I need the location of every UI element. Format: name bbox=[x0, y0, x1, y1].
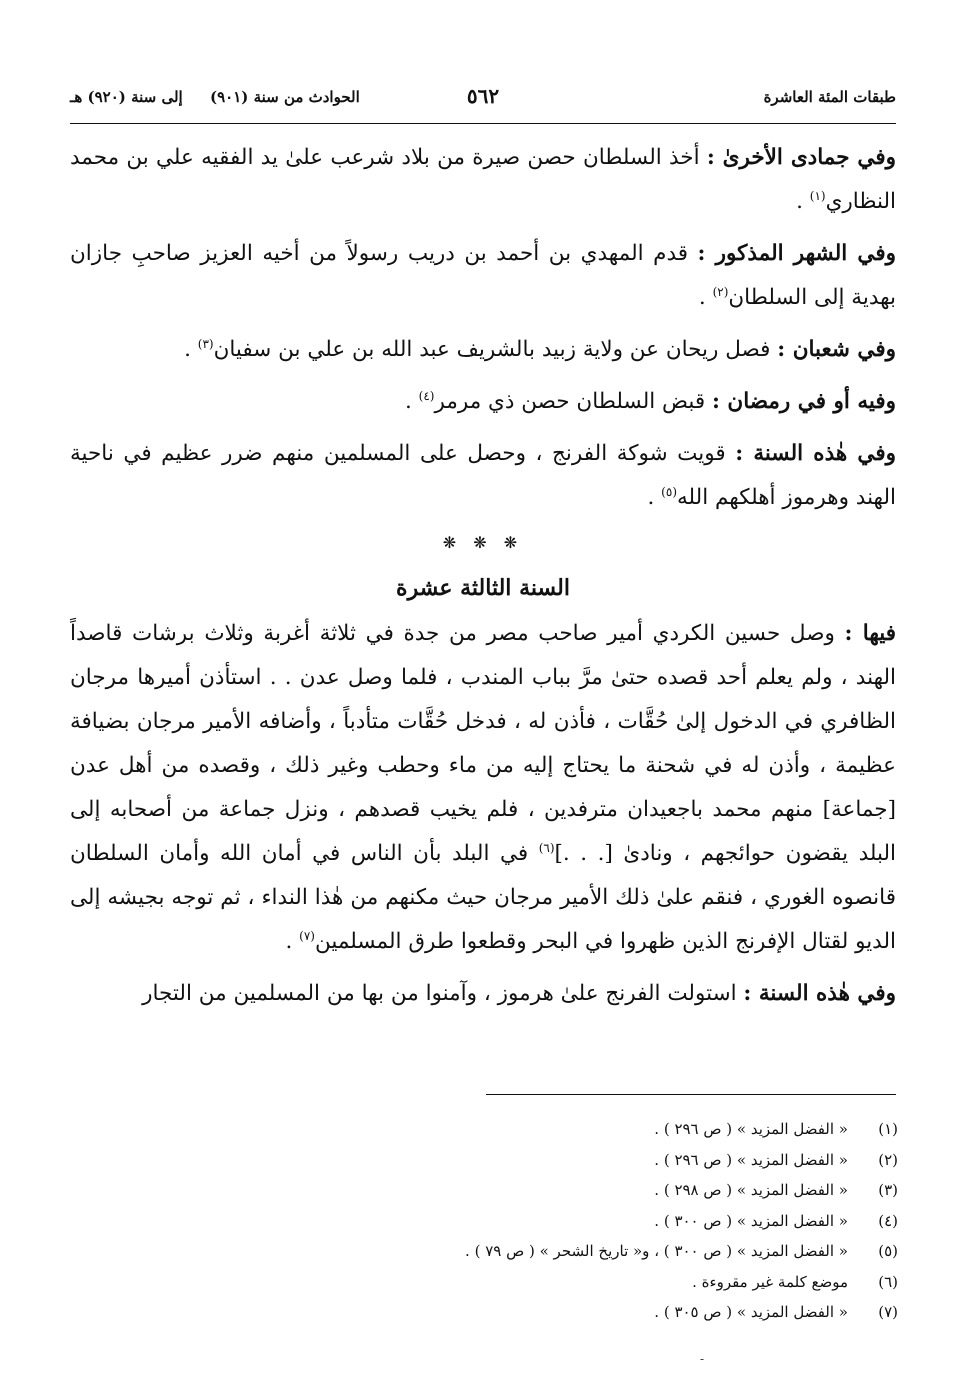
footnote-text: « الفضل المزيد » ( ص ٣٠٠ ) . bbox=[654, 1211, 848, 1230]
paragraph-text: فصل ريحان عن ولاية زبيد بالشريف عبد الله بن علي بن سفيان bbox=[213, 337, 778, 362]
footnote-text: « الفضل المزيد » ( ص ٣٠٠ ) ، و« تاريخ الشحر » ( ص ٧٩ ) . bbox=[465, 1242, 848, 1260]
paragraph-end: . bbox=[285, 929, 300, 954]
footnote bbox=[58, 1267, 898, 1298]
footnote-number: (٤) bbox=[878, 1211, 898, 1230]
paragraph bbox=[70, 136, 896, 224]
footnote-number: (٦) bbox=[878, 1272, 898, 1291]
paragraph-end: . bbox=[404, 389, 419, 414]
paragraph bbox=[70, 328, 896, 372]
footnote-ref: (٦) bbox=[538, 840, 555, 855]
paragraph-label: وفيه أو في رمضان : bbox=[712, 389, 896, 414]
book-title: طبقات المئة العاشرة bbox=[763, 88, 896, 106]
footnote-text: « الفضل المزيد » ( ص ٣٠٥ ) . bbox=[654, 1303, 848, 1321]
footnote bbox=[58, 1175, 898, 1206]
footnote bbox=[58, 1206, 898, 1237]
paragraph-label: وفي هٰذه السنة : bbox=[735, 441, 896, 466]
paragraph-text: قبض السلطان حصن ذي مرمر bbox=[434, 389, 712, 414]
footnote-number: (١) bbox=[878, 1120, 898, 1138]
footnote-text: موضع كلمة غير مقروءة . bbox=[692, 1272, 848, 1291]
page-number: ٥٦٢ bbox=[466, 84, 500, 108]
paragraph-label: وفي هٰذه السنة : bbox=[743, 981, 896, 1006]
footnote-ref: (٣) bbox=[197, 336, 214, 351]
footnote bbox=[58, 1297, 898, 1328]
section-separator: ❋ ❋ ❋ bbox=[442, 533, 524, 552]
footnotes bbox=[58, 1114, 898, 1328]
main-text bbox=[70, 136, 896, 1024]
paragraph-end: . bbox=[698, 285, 713, 310]
footnote bbox=[58, 1145, 898, 1176]
paragraph-text: استولت الفرنج علىٰ هرموز ، وآمنوا من بها من المسلمين من التجار bbox=[142, 981, 744, 1006]
paragraph-label: فيها : bbox=[844, 621, 896, 646]
footnote-text: « الفضل المزيد » ( ص ٢٩٨ ) . bbox=[654, 1181, 848, 1199]
paragraph-text: قويت شوكة الفرنج ، وحصل على المسلمين منهم ضرر عظيم في ناحية الهند وهرموز أهلكهم الله bbox=[70, 441, 896, 510]
paragraph-text: وصل حسين الكردي أمير صاحب مصر من جدة في ثلاثة أغربة وثلاث برشات قاصداً الهند ، ولم يعلم أحد قصده حتىٰ مرَّ بباب المندب ، فلما وصل عدن . . استأذن أميرها مرجان الظافري في الدخول إلىٰ حُقَّات ، فأذن له ، فدخل حُقَّات متأدباً ، وأضافه الأمير مرجان بضيافة عظيمة ، وأذن له في شحنة ما يحتاج إليه من ماء وحطب وغير ذلك ، وقصده من أهل عدن [جماعة] منهم محمد باجعيدان مترفدين ، فلم يخيب قصدهم ، ونزل جماعة من أصحابه إلى البلد يقضون حوائجهم ، ونادىٰ [. . .] bbox=[70, 621, 896, 866]
paragraph-label: وفي شعبان : bbox=[777, 337, 896, 362]
footnote-text: « الفضل المزيد » ( ص ٢٩٦ ) . bbox=[654, 1150, 848, 1169]
section-title: السنة الثالثة عشرة bbox=[396, 575, 570, 601]
page-mark: - bbox=[700, 1352, 705, 1366]
footnote-number: (٥) bbox=[878, 1242, 898, 1260]
footnote-ref: (١) bbox=[809, 188, 826, 203]
paragraph bbox=[70, 432, 896, 520]
footnote-rule bbox=[486, 1094, 896, 1095]
paragraph-text: قدم المهدي بن أحمد بن دريب رسولاً من أخيه العزيز صاحبِ جازان بهدية إلى السلطان bbox=[70, 241, 896, 310]
header-rule bbox=[70, 123, 896, 124]
paragraph-end: . bbox=[796, 189, 810, 214]
footnote-ref: (٤) bbox=[418, 388, 435, 403]
footnote-number: (٧) bbox=[878, 1303, 898, 1321]
footnote-ref: (٢) bbox=[712, 284, 729, 299]
paragraph-end: . bbox=[647, 485, 662, 510]
footnote bbox=[58, 1114, 898, 1145]
footnote-text: « الفضل المزيد » ( ص ٢٩٦ ) . bbox=[654, 1120, 848, 1138]
footnote-ref: (٧) bbox=[299, 928, 315, 943]
paragraph bbox=[70, 612, 896, 964]
events-range-end: إلى سنة (٩٢٠) هـ bbox=[70, 88, 183, 106]
paragraph-text: أخذ السلطان حصن صيرة من بلاد شرعب علىٰ يد الفقيه علي بن محمد النظاري bbox=[70, 145, 896, 214]
running-header bbox=[70, 84, 896, 114]
paragraph bbox=[70, 380, 896, 424]
events-range-start: الحوادث من سنة (٩٠١) bbox=[210, 88, 360, 106]
footnote-number: (٢) bbox=[878, 1150, 898, 1169]
paragraph-label: وفي جمادى الأخرىٰ : bbox=[706, 145, 896, 170]
footnote bbox=[58, 1236, 898, 1267]
paragraph-label: وفي الشهر المذكور : bbox=[697, 241, 896, 266]
footnote-number: (٣) bbox=[878, 1181, 898, 1199]
paragraph bbox=[70, 972, 896, 1016]
paragraph bbox=[70, 232, 896, 320]
paragraph-end: . bbox=[184, 337, 198, 362]
footnote-ref: (٥) bbox=[661, 484, 677, 499]
paragraph-text: في البلد بأن الناس في أمان الله وأمان السلطان قانصوه الغوري ، فنقم علىٰ ذلك الأمير مرجان حيث مكنهم من هٰذا النداء ، ثم توجه بجيشه إلى الديو لقتال الإفرنج الذين ظهروا في البحر وقطعوا طرق المسلمين bbox=[70, 841, 896, 954]
